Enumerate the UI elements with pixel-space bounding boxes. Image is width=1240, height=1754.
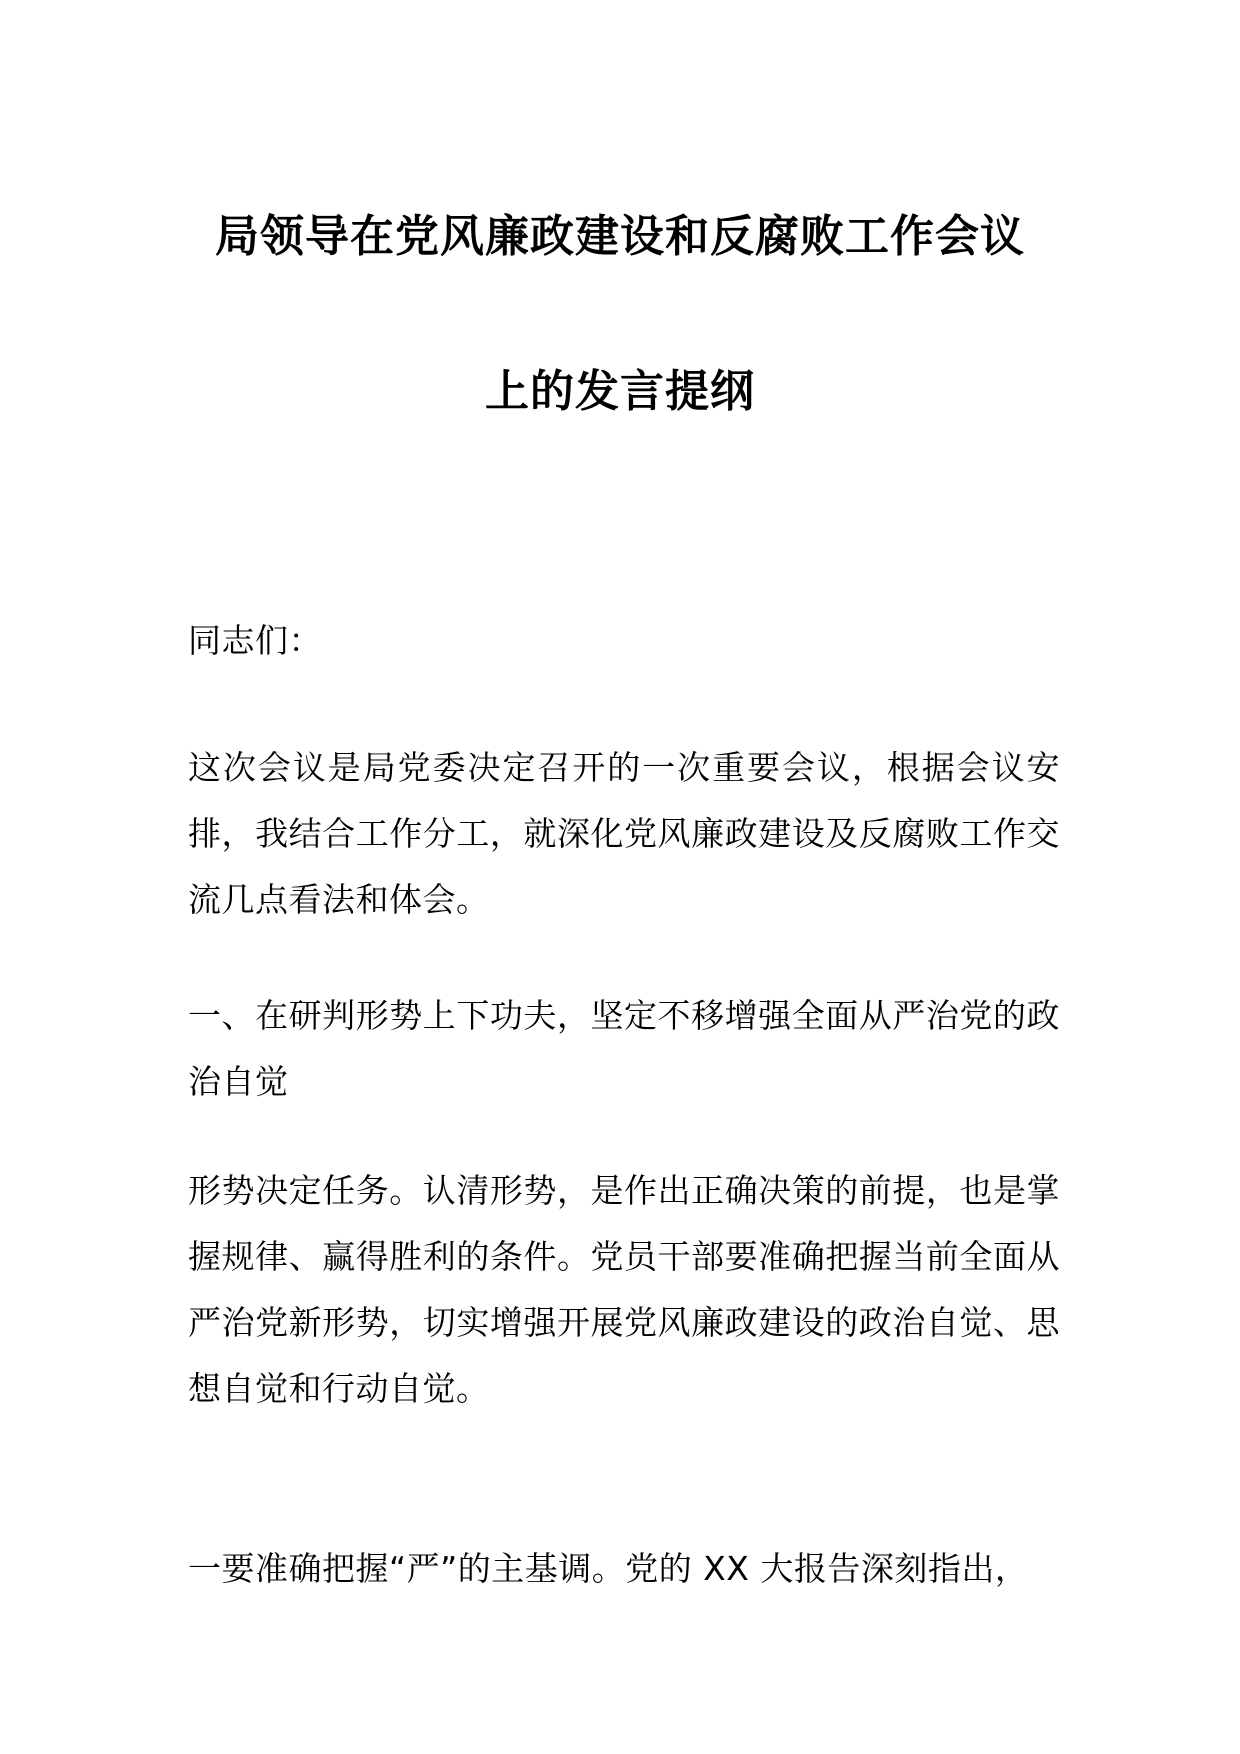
body-paragraph-2: 一要准确把握“严”的主基调。党的 XX 大报告深刻指出， (188, 1549, 1029, 1588)
document-title-line-2: 上的发言提纲 (485, 366, 755, 417)
greeting-paragraph: 同志们： (188, 621, 322, 660)
section-heading-1: 一、在研判形势上下功夫，坚定不移增强全面从严治党的政治自觉 (188, 996, 1060, 1101)
body-paragraph-1: 形势决定任务。认清形势，是作出正确决策的前提，也是掌握规律、赢得胜利的条件。党员干部要准确把握当前全面从严治党新形势，切实增强开展党风廉政建设的政治自觉、思想自觉和行动自觉。 (188, 1171, 1060, 1408)
intro-paragraph: 这次会议是局党委决定召开的一次重要会议，根据会议安排，我结合工作分工，就深化党风廉政建设及反腐败工作交流几点看法和体会。 (188, 748, 1060, 919)
document-title-line-1: 局领导在党风廉政建设和反腐败工作会议 (215, 211, 1025, 262)
